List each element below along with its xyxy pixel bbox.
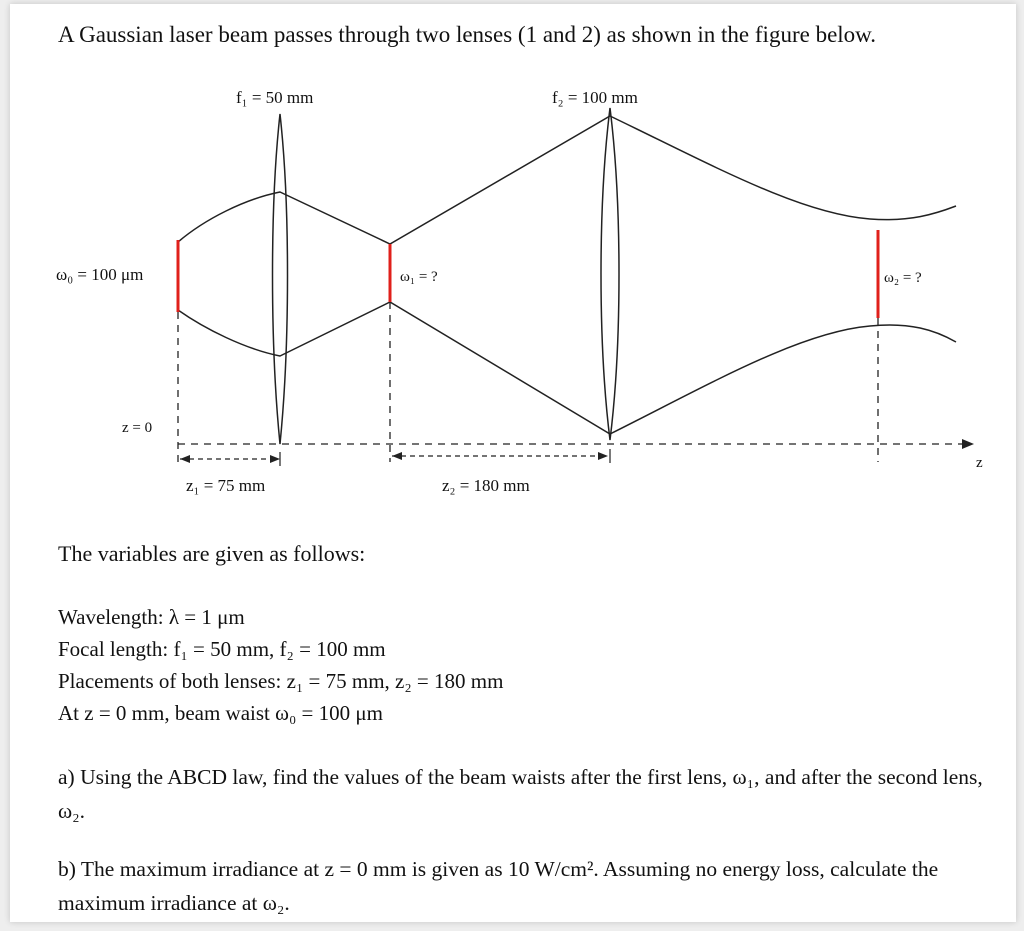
variable-beam-waist: At z = 0 mm, beam waist ω₀ = 100 μm xyxy=(58,701,383,725)
variables-list xyxy=(58,601,503,729)
question-a: a) Using the ABCD law, find the values of the beam waists after the first lens, ω₁, and after the second lens, ω₂. xyxy=(58,765,983,823)
z1-arrow-left xyxy=(180,455,190,463)
w1-label: ω₁ = ? xyxy=(400,269,438,285)
lens-diagram xyxy=(10,4,1016,504)
z0-label: z = 0 xyxy=(122,420,153,436)
variable-focal-length: Focal length: f₁ = 50 mm, f₂ = 100 mm xyxy=(58,637,386,661)
intro-text: A Gaussian laser beam passes through two lenses (1 and 2) as shown in the figure below. xyxy=(58,22,877,47)
z1-arrow-right xyxy=(270,455,280,463)
lens-2 xyxy=(601,108,619,440)
w2-label: ω₂ = ? xyxy=(884,270,922,286)
z2-arrow-right xyxy=(598,452,608,460)
beam-upper-envelope xyxy=(178,116,956,244)
beam-lower-envelope xyxy=(178,302,956,434)
variable-wavelength: Wavelength: λ = 1 μm xyxy=(58,605,245,629)
lens1-label: f₁ = 50 mm xyxy=(236,88,314,107)
variables-heading: The variables are given as follows: xyxy=(58,541,366,566)
z1-label: z₁ = 75 mm xyxy=(186,476,266,495)
z2-label: z₂ = 180 mm xyxy=(442,476,530,495)
axis-label: z xyxy=(976,455,983,471)
z-axis-arrowhead xyxy=(962,439,974,449)
z2-arrow-left xyxy=(392,452,402,460)
variable-placements: Placements of both lenses: z₁ = 75 mm, z₂ = 180 mm xyxy=(58,669,504,693)
lens-1 xyxy=(273,114,288,444)
question-b: b) The maximum irradiance at z = 0 mm is given as 10 W/cm². Assuming no energy loss, calculate the maximum irradiance at ω₂. xyxy=(58,857,939,915)
document-page xyxy=(10,4,1016,922)
w0-label: ω₀ = 100 μm xyxy=(56,265,144,284)
lens2-label: f₂ = 100 mm xyxy=(552,88,638,107)
